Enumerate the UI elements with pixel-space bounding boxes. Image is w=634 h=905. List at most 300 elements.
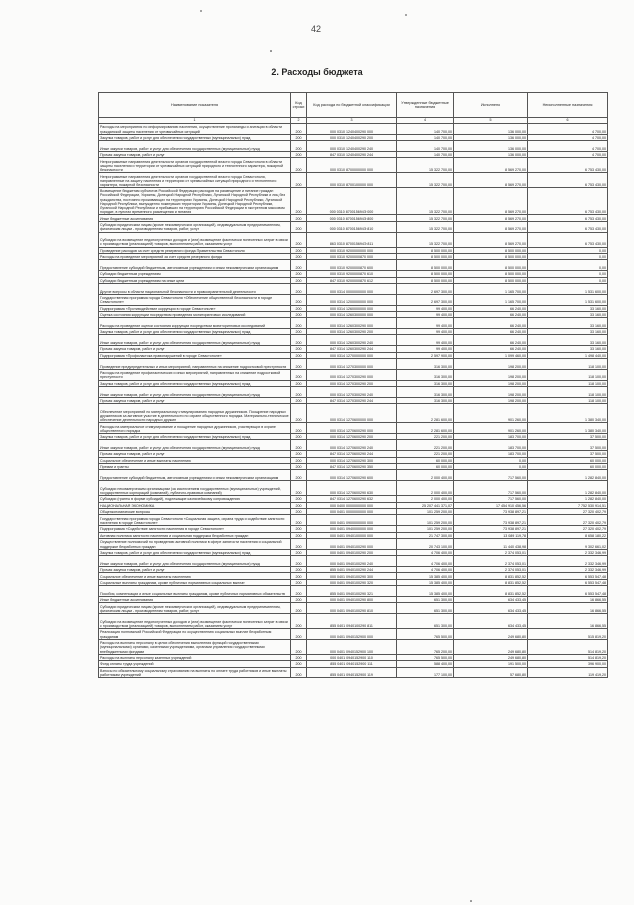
row-rest-cell: 2 332 346,99 [528,549,608,555]
row-done-cell: 2 374 053,01 [454,549,528,555]
row-done-cell: 57 680,80 [454,667,528,678]
row-rest-cell: 118 100,00 [528,380,608,386]
row-done-cell: 183 700,00 [454,434,528,440]
row-plan-cell: 99 400,00 [397,311,454,317]
row-code-cell: 200 [291,215,307,221]
row-code-cell: 200 [291,188,307,215]
row-plan-cell: 8 500 000,00 [397,277,454,283]
table-row [99,667,608,678]
row-done-cell: 8 500 000,00 [454,271,528,277]
table-row [99,481,608,496]
row-plan-cell: 60 000,00 [397,457,454,463]
row-kbk-cell: 000 0401 0000000000 000 [307,508,397,514]
row-done-cell: 8 500 000,00 [454,253,528,259]
table-header-row [99,93,608,118]
row-rest-cell: 6 553 547,48 [528,579,608,585]
row-name-cell: Субсидии юридическим лицам (кроме некоммерческих организаций), индивидуальным предпринимателям, физическим лицам - производителям товаров, работ, услуг [99,221,291,232]
row-kbk-cell: 000 0314 1270600290 000 [307,423,397,434]
table-row [99,423,608,434]
table-row [99,173,608,188]
row-done-cell: 634 433,45 [454,603,528,614]
table-row [99,629,608,640]
row-name-cell: Субсидии на возмещение недополученных доходов и (или) возмещение фактически понесенных затрат в связи с производством (реализацией) товаров, выполнением работ, оказанием услуг [99,614,291,629]
row-code-cell: 200 [291,566,307,572]
page-number: 42 [311,24,322,34]
row-code-cell: 200 [291,639,307,654]
row-code-cell: 200 [291,667,307,678]
row-done-cell: 66 240,00 [454,346,528,352]
index-cell: 6 [528,118,608,124]
row-kbk-cell: 847 0314 1270600290 244 [307,451,397,457]
row-done-cell: 249 680,80 [454,639,528,654]
table-row [99,369,608,380]
row-rest-cell: 514 819,20 [528,654,608,660]
row-name-cell: Субсидии (гранты в форме субсидий), подлежащие казначейскому сопровождению [99,496,291,502]
row-kbk-cell: 000 0314 1270300290 240 [307,387,397,398]
row-done-cell: 717 560,00 [454,470,528,481]
row-name-cell: Расходы на материальное стимулирование и поощрение народных дружинников, участвующих в охране общественного порядка [99,423,291,434]
row-kbk-cell: 000 0401 0940100290 240 [307,556,397,567]
row-kbk-cell: 000 0310 9200000870 610 [307,271,397,277]
scan-speck [270,50,272,52]
table-row [99,387,608,398]
row-code-cell: 200 [291,173,307,188]
row-done-cell: 8 569 270,00 [454,215,528,221]
row-done-cell: 136 000,00 [454,141,528,152]
row-code-cell: 200 [291,318,307,329]
row-kbk-cell: 855 0401 0940100290 321 [307,586,397,597]
row-rest-cell: 37 500,00 [528,440,608,451]
row-code-cell: 200 [291,573,307,579]
row-rest-cell: 9 302 661,02 [528,538,608,549]
row-code-cell: 200 [291,586,307,597]
row-plan-cell: 651 300,00 [397,596,454,602]
row-kbk-cell: 000 0314 1260300290 240 [307,335,397,346]
row-name-cell: Расходы на проведение оценки состояния коррупции посредством мониторинговых исследований [99,318,291,329]
row-plan-cell: 2 597 900,00 [397,352,454,358]
row-done-cell: 198 200,00 [454,359,528,370]
row-done-cell: 198 200,00 [454,397,528,403]
table-row [99,470,608,481]
row-kbk-cell: 000 0314 1270600290 240 [307,440,397,451]
row-kbk-cell: 847 0314 1270300290 244 [307,397,397,403]
row-name-cell: Подпрограмма «Противодействие коррупции в городе Севастополе» [99,305,291,311]
index-cell: 3 [307,118,397,124]
row-code-cell: 200 [291,151,307,157]
row-kbk-cell: 000 0314 1260300290 200 [307,329,397,335]
row-code-cell: 200 [291,124,307,135]
row-kbk-cell: 000 0310 1240400290 240 [307,141,397,152]
index-cell: 4 [397,118,454,124]
row-name-cell: Расходы на проведение мероприятий за счет средств резервного фонда [99,253,291,259]
row-name-cell: Иные закупки товаров, работ и услуг для обеспечения государственных (муниципальных) нужд [99,440,291,451]
row-code-cell: 200 [291,346,307,352]
table-body [99,124,608,678]
row-plan-cell: 15 385 400,00 [397,579,454,585]
row-done-cell: 183 700,00 [454,440,528,451]
row-code-cell: 200 [291,369,307,380]
row-name-cell: Прочая закупка товаров, работ и услуг [99,566,291,572]
row-rest-cell: 60 000,00 [528,464,608,470]
row-plan-cell: 140 700,00 [397,141,454,152]
row-done-cell: 0,00 [454,464,528,470]
row-rest-cell: 37 500,00 [528,434,608,440]
row-kbk-cell: 855 0401 0940152900 111 [307,661,397,667]
row-name-cell: Социальное обеспечение и иные выплаты населению [99,457,291,463]
row-plan-cell: 651 300,00 [397,603,454,614]
row-rest-cell: 119 419,20 [528,667,608,678]
row-done-cell: 1 165 700,00 [454,283,528,294]
table-row [99,614,608,629]
row-rest-cell: 7 752 530 914,51 [528,502,608,508]
row-name-cell: Оценка состояния коррупции посредством проведения мониторинговых исследований [99,311,291,317]
row-kbk-cell: 000 0401 0940000000 000 [307,526,397,532]
row-code-cell: 200 [291,661,307,667]
row-kbk-cell: 000 0401 0940100290 300 [307,573,397,579]
row-plan-cell: 140 700,00 [397,134,454,140]
row-name-cell: Другие вопросы в области национальной безопасности и правоохранительной деятельности [99,283,291,294]
row-name-cell: Закупка товаров, работ и услуг для обеспечения государственных (муниципальных) нужд [99,434,291,440]
row-kbk-cell: 000 0401 0940100290 810 [307,603,397,614]
row-name-cell: Иные закупки товаров, работ и услуг для обеспечения государственных (муниципальных) нужд [99,141,291,152]
row-done-cell: 66 240,00 [454,311,528,317]
row-plan-cell: 4 706 400,00 [397,566,454,572]
row-name-cell: Расходы на проведение профилактических и иных мероприятий, направленных на снижение подростковой преступности [99,369,291,380]
row-plan-cell: 765 200,00 [397,639,454,654]
row-done-cell: 198 200,00 [454,387,528,398]
row-name-cell: Субсидии на возмещение недополученных доходов и (или) возмещение фактически понесенных затрат в связи с производством (реализацией) товаров, выполнением работ, оказанием услуг [99,232,291,247]
table-row [99,404,608,423]
row-kbk-cell: 000 0401 0940152900 100 [307,639,397,654]
row-rest-cell: 27 320 402,79 [528,515,608,526]
row-done-cell: 66 240,00 [454,335,528,346]
row-kbk-cell: 000 0314 1270300290 000 [307,369,397,380]
row-code-cell: 200 [291,134,307,140]
row-plan-cell: 177 100,00 [397,667,454,678]
row-plan-cell: 221 200,00 [397,451,454,457]
row-code-cell: 200 [291,538,307,549]
row-done-cell: 73 938 897,21 [454,508,528,514]
row-done-cell: 8 569 270,00 [454,173,528,188]
table-row [99,603,608,614]
row-plan-cell: 316 300,00 [397,387,454,398]
row-done-cell: 73 938 897,21 [454,526,528,532]
row-plan-cell: 15 385 400,00 [397,573,454,579]
row-code-cell: 200 [291,549,307,555]
row-done-cell: 8 569 270,00 [454,221,528,232]
row-name-cell: Социальные выплаты гражданам, кроме публичных нормативных социальных выплат [99,579,291,585]
row-kbk-cell: 000 0310 9200000870 000 [307,253,397,259]
row-plan-cell: 765 500,00 [397,654,454,660]
row-done-cell: 901 260,00 [454,423,528,434]
row-plan-cell: 8 500 000,00 [397,260,454,271]
row-code-cell: 200 [291,515,307,526]
row-code-cell: 200 [291,352,307,358]
row-done-cell: 73 938 897,21 [454,515,528,526]
scan-speck [200,10,202,12]
row-name-cell: Субсидии некоммерческим организациям (за исключением государственных (муниципальных) учреждений, государственных корпораций (компаний), публично-правовых компаний) [99,481,291,496]
row-plan-cell: 316 300,00 [397,369,454,380]
row-name-cell: Иные закупки товаров, работ и услуг для обеспечения государственных (муниципальных) нужд [99,387,291,398]
row-code-cell: 200 [291,247,307,253]
row-code-cell: 200 [291,423,307,434]
row-plan-cell: 99 400,00 [397,329,454,335]
row-kbk-cell: 863 0310 870015694Э 811 [307,232,397,247]
row-rest-cell: 1 282 840,00 [528,496,608,502]
table-row [99,260,608,271]
row-done-cell: 8 500 000,00 [454,247,528,253]
expenses-table-container [98,92,607,678]
header-kbk: Код расхода по бюджетной классификации [307,93,397,118]
table-row [99,221,608,232]
row-code-cell: 200 [291,277,307,283]
row-rest-cell: 6 753 430,00 [528,188,608,215]
row-kbk-cell: 000 0310 870015694Э 810 [307,221,397,232]
row-rest-cell: 1 282 840,00 [528,470,608,481]
row-done-cell: 0,00 [454,457,528,463]
row-kbk-cell: 000 0310 1240400290 200 [307,134,397,140]
row-done-cell: 634 433,45 [454,596,528,602]
header-done: Исполнено [454,93,528,118]
index-cell: 1 [99,118,291,124]
row-done-cell: 2 374 053,01 [454,556,528,567]
row-code-cell: 200 [291,496,307,502]
row-plan-cell: 2 697 300,00 [397,294,454,305]
row-name-cell: Активная политика занятости населения и социальная поддержка безработных граждан [99,532,291,538]
row-done-cell: 66 240,00 [454,329,528,335]
row-plan-cell: 99 400,00 [397,305,454,311]
row-code-cell: 200 [291,283,307,294]
header-rest: Неисполненные назначения [528,93,608,118]
row-code-cell: 200 [291,526,307,532]
row-done-cell: 8 569 270,00 [454,232,528,247]
row-rest-cell: 60 000,00 [528,457,608,463]
row-name-cell: Осуществление полномочий по проведению активной политики в сфере занятости населения и социальной поддержке безработных граждан [99,538,291,549]
row-name-cell: Прочая закупка товаров, работ и услуг [99,451,291,457]
row-kbk-cell: 000 0400 0000000000 000 [307,502,397,508]
row-name-cell: Расходы на мероприятия по информированию населения, осуществление пропаганды и агитации в области гражданской защиты населения от чрезвычайных ситуаций [99,124,291,135]
row-plan-cell: 651 300,00 [397,614,454,629]
row-done-cell: 8 569 270,00 [454,188,528,215]
row-rest-cell: 4 700,00 [528,134,608,140]
row-rest-cell: 2 332 346,99 [528,556,608,567]
row-kbk-cell: 000 0314 1270600290 630 [307,481,397,496]
row-rest-cell: 1 531 600,00 [528,283,608,294]
row-name-cell: Иные бюджетные ассигнования [99,596,291,602]
row-kbk-cell: 000 0401 0940100290 320 [307,579,397,585]
row-kbk-cell: 000 0314 1260300290 000 [307,318,397,329]
row-plan-cell: 316 300,00 [397,380,454,386]
table-row [99,335,608,346]
section-title: 2. Расходы бюджета [271,67,363,77]
row-code-cell: 200 [291,457,307,463]
table-row [99,124,608,135]
row-kbk-cell: 000 0314 1270600000 000 [307,404,397,423]
row-kbk-cell: 847 0314 1260300290 244 [307,346,397,352]
row-kbk-cell: 000 0314 1270300290 200 [307,380,397,386]
row-code-cell: 200 [291,294,307,305]
row-done-cell: 198 200,00 [454,369,528,380]
row-name-cell: Общеэкономические вопросы [99,508,291,514]
row-done-cell: 901 260,00 [454,404,528,423]
row-name-cell: Прочая закупка товаров, работ и услуг [99,346,291,352]
row-rest-cell: 6 553 547,48 [528,586,608,597]
row-name-cell: Расходы на выплаты персоналу казенных учреждений [99,654,291,660]
index-cell: 2 [291,118,307,124]
table-row [99,158,608,173]
row-rest-cell: 396 900,00 [528,661,608,667]
row-rest-cell: 118 100,00 [528,359,608,370]
row-name-cell: Возмещение бюджетам субъектов Российской Федерации расходов на размещение и питание граждан Российской Федерации, Украины, Донецкой Народной Республики, Луганской Народной Республики и лиц без гражданства, постоянно проживающих на территориях Украины, Донецкой Народной Республики, Луганской Народной Республики, вынужденно покинувших территории Украины, Донецкой Народной Республики, Луганской Народной Республики и прибывших на территорию Российской Федерации в экстренном массовом порядке, в пунктах временного размещения и питания [99,188,291,215]
row-name-cell: Расходы на выплаты персоналу в целях обеспечения выполнения функций государственными (муниципальными) органами, казенными учреждениями, органами управления государственными внебюджетными фондами [99,639,291,654]
row-kbk-cell: 000 0310 9200000000 000 [307,247,397,253]
row-done-cell: 1 099 460,00 [454,352,528,358]
row-rest-cell: 4 700,00 [528,151,608,157]
row-plan-cell: 2 697 300,00 [397,283,454,294]
row-name-cell: НАЦИОНАЛЬНАЯ ЭКОНОМИКА [99,502,291,508]
row-done-cell: 66 240,00 [454,305,528,311]
row-done-cell: 17 454 910 456,56 [454,502,528,508]
row-name-cell: Взносы по обязательному социальному страхованию на выплаты по оплате труда работников и иные выплаты работникам учреждений [99,667,291,678]
row-name-cell: Государственная программа города Севастополя «Социальная защита, охрана труда и содействие занятости населения в городе Севастополе» [99,515,291,526]
row-done-cell: 11 440 438,98 [454,538,528,549]
row-code-cell: 200 [291,434,307,440]
row-plan-cell: 15 322 700,00 [397,215,454,221]
row-name-cell: Закупка товаров, работ и услуг для обеспечения государственных (муниципальных) нужд [99,380,291,386]
row-plan-cell: 221 200,00 [397,440,454,451]
row-done-cell: 634 433,45 [454,614,528,629]
row-code-cell: 200 [291,387,307,398]
row-plan-cell: 15 322 700,00 [397,173,454,188]
row-name-cell: Субсидии юридическим лицам (кроме некоммерческих организаций), индивидуальным предпринимателям, физическим лицам - производителям товаров, работ, услуг [99,603,291,614]
row-rest-cell: 515 819,20 [528,629,608,640]
row-plan-cell: 99 400,00 [397,335,454,346]
row-rest-cell: 1 380 340,00 [528,404,608,423]
row-plan-cell: 8 500 000,00 [397,247,454,253]
table-row [99,318,608,329]
row-plan-cell: 316 300,00 [397,397,454,403]
row-rest-cell: 6 753 430,00 [528,232,608,247]
row-rest-cell: 6 553 547,48 [528,573,608,579]
row-name-cell: Непрограммные направления деятельности органов государственной власти города Севастополя в области защиты населения и территории от чрезвычайных ситуаций природного и техногенного характера, пожарной безопасности [99,158,291,173]
row-done-cell: 8 831 852,52 [454,573,528,579]
row-code-cell: 200 [291,397,307,403]
row-code-cell: 200 [291,464,307,470]
table-row [99,538,608,549]
row-kbk-cell: 000 0310 9200000870 600 [307,260,397,271]
row-done-cell: 8 500 000,00 [454,277,528,283]
row-kbk-cell: 000 0314 1270300000 000 [307,359,397,370]
row-name-cell: Предоставление субсидий бюджетным, автономным учреждениям и иным некоммерческим организациям [99,470,291,481]
row-kbk-cell: 000 0310 870015694Э 000 [307,188,397,215]
scan-speck [405,14,407,16]
row-code-cell: 200 [291,579,307,585]
row-kbk-cell: 000 0401 0940100290 200 [307,549,397,555]
row-kbk-cell: 000 0310 1240400290 000 [307,124,397,135]
row-rest-cell: 118 100,00 [528,387,608,398]
row-kbk-cell: 000 0310 8700100000 000 [307,173,397,188]
row-name-cell: Субсидии бюджетным учреждениям [99,271,291,277]
row-name-cell: Обеспечение мероприятий по материальному стимулированию народных дружинников. Поощрение народных дружинников за активное участие в деятельности по охране общественного порядка. Материально-техническое обеспечение деятельности народных дружин [99,404,291,423]
row-code-cell: 200 [291,260,307,271]
row-code-cell: 200 [291,481,307,496]
row-rest-cell: 33 160,00 [528,305,608,311]
row-kbk-cell: 000 0401 0900000000 000 [307,515,397,526]
row-rest-cell: 16 866,55 [528,596,608,602]
row-done-cell: 136 000,00 [454,151,528,157]
row-done-cell: 66 240,00 [454,318,528,329]
row-code-cell: 200 [291,359,307,370]
row-rest-cell: 1 380 340,00 [528,423,608,434]
row-rest-cell: 118 100,00 [528,369,608,380]
row-code-cell: 200 [291,305,307,311]
table-row [99,188,608,215]
row-name-cell: Субсидии бюджетным учреждениям на иные цели [99,277,291,283]
row-plan-cell: 99 400,00 [397,346,454,352]
row-name-cell: Закупка товаров, работ и услуг для обеспечения государственных (муниципальных) нужд [99,134,291,140]
row-code-cell: 200 [291,470,307,481]
row-rest-cell: 1 282 840,00 [528,481,608,496]
row-code-cell: 200 [291,404,307,423]
table-row [99,586,608,597]
row-done-cell: 183 700,00 [454,451,528,457]
row-rest-cell: 0,00 [528,277,608,283]
row-name-cell: Прочая закупка товаров, работ и услуг [99,151,291,157]
row-rest-cell: 514 819,20 [528,639,608,654]
row-plan-cell: 140 700,00 [397,124,454,135]
row-plan-cell: 101 259 200,00 [397,515,454,526]
index-cell: 5 [454,118,528,124]
row-name-cell: Иные бюджетные ассигнования [99,215,291,221]
header-plan: Утвержденные бюджетные назначения [397,93,454,118]
row-plan-cell: 101 259 200,00 [397,526,454,532]
row-code-cell: 200 [291,232,307,247]
row-name-cell: Социальное обеспечение и иные выплаты населению [99,573,291,579]
row-kbk-cell: 000 0314 0000000000 000 [307,283,397,294]
row-rest-cell: 27 320 402,79 [528,508,608,514]
row-done-cell: 136 000,00 [454,124,528,135]
row-code-cell: 200 [291,158,307,173]
row-kbk-cell: 000 0314 1270600290 200 [307,434,397,440]
row-plan-cell: 15 385 400,00 [397,586,454,597]
row-code-cell: 200 [291,629,307,640]
scan-speck [470,900,472,902]
row-done-cell: 13 089 119,78 [454,532,528,538]
row-done-cell: 717 560,00 [454,481,528,496]
row-rest-cell: 2 332 346,99 [528,566,608,572]
row-kbk-cell: 000 0314 1270600290 600 [307,470,397,481]
row-name-cell: Непрограммные направления деятельности органов государственной власти города Севастополя, направленные на защиту населения и территории от чрезвычайных ситуаций природного и техногенного характера, пожарной безопасности [99,173,291,188]
row-kbk-cell: 000 0314 1260300000 000 [307,311,397,317]
row-rest-cell: 33 160,00 [528,335,608,346]
row-rest-cell: 27 320 402,79 [528,526,608,532]
row-kbk-cell: 855 0401 0940152900 119 [307,667,397,678]
row-code-cell: 200 [291,556,307,567]
row-kbk-cell: 000 0401 0940100290 800 [307,596,397,602]
row-done-cell: 8 569 270,00 [454,158,528,173]
row-kbk-cell: 000 0314 1260000000 000 [307,305,397,311]
row-code-cell: 200 [291,654,307,660]
row-plan-cell: 316 300,00 [397,359,454,370]
table-row [99,440,608,451]
row-kbk-cell: 847 0310 9200000870 612 [307,277,397,283]
row-rest-cell: 1 531 600,00 [528,294,608,305]
row-rest-cell: 4 700,00 [528,124,608,135]
row-rest-cell: 0,00 [528,247,608,253]
row-rest-cell: 1 498 440,00 [528,352,608,358]
row-plan-cell: 15 322 700,00 [397,158,454,173]
row-name-cell: Предоставление субсидий бюджетным, автономным учреждениям и иным некоммерческим организациям [99,260,291,271]
